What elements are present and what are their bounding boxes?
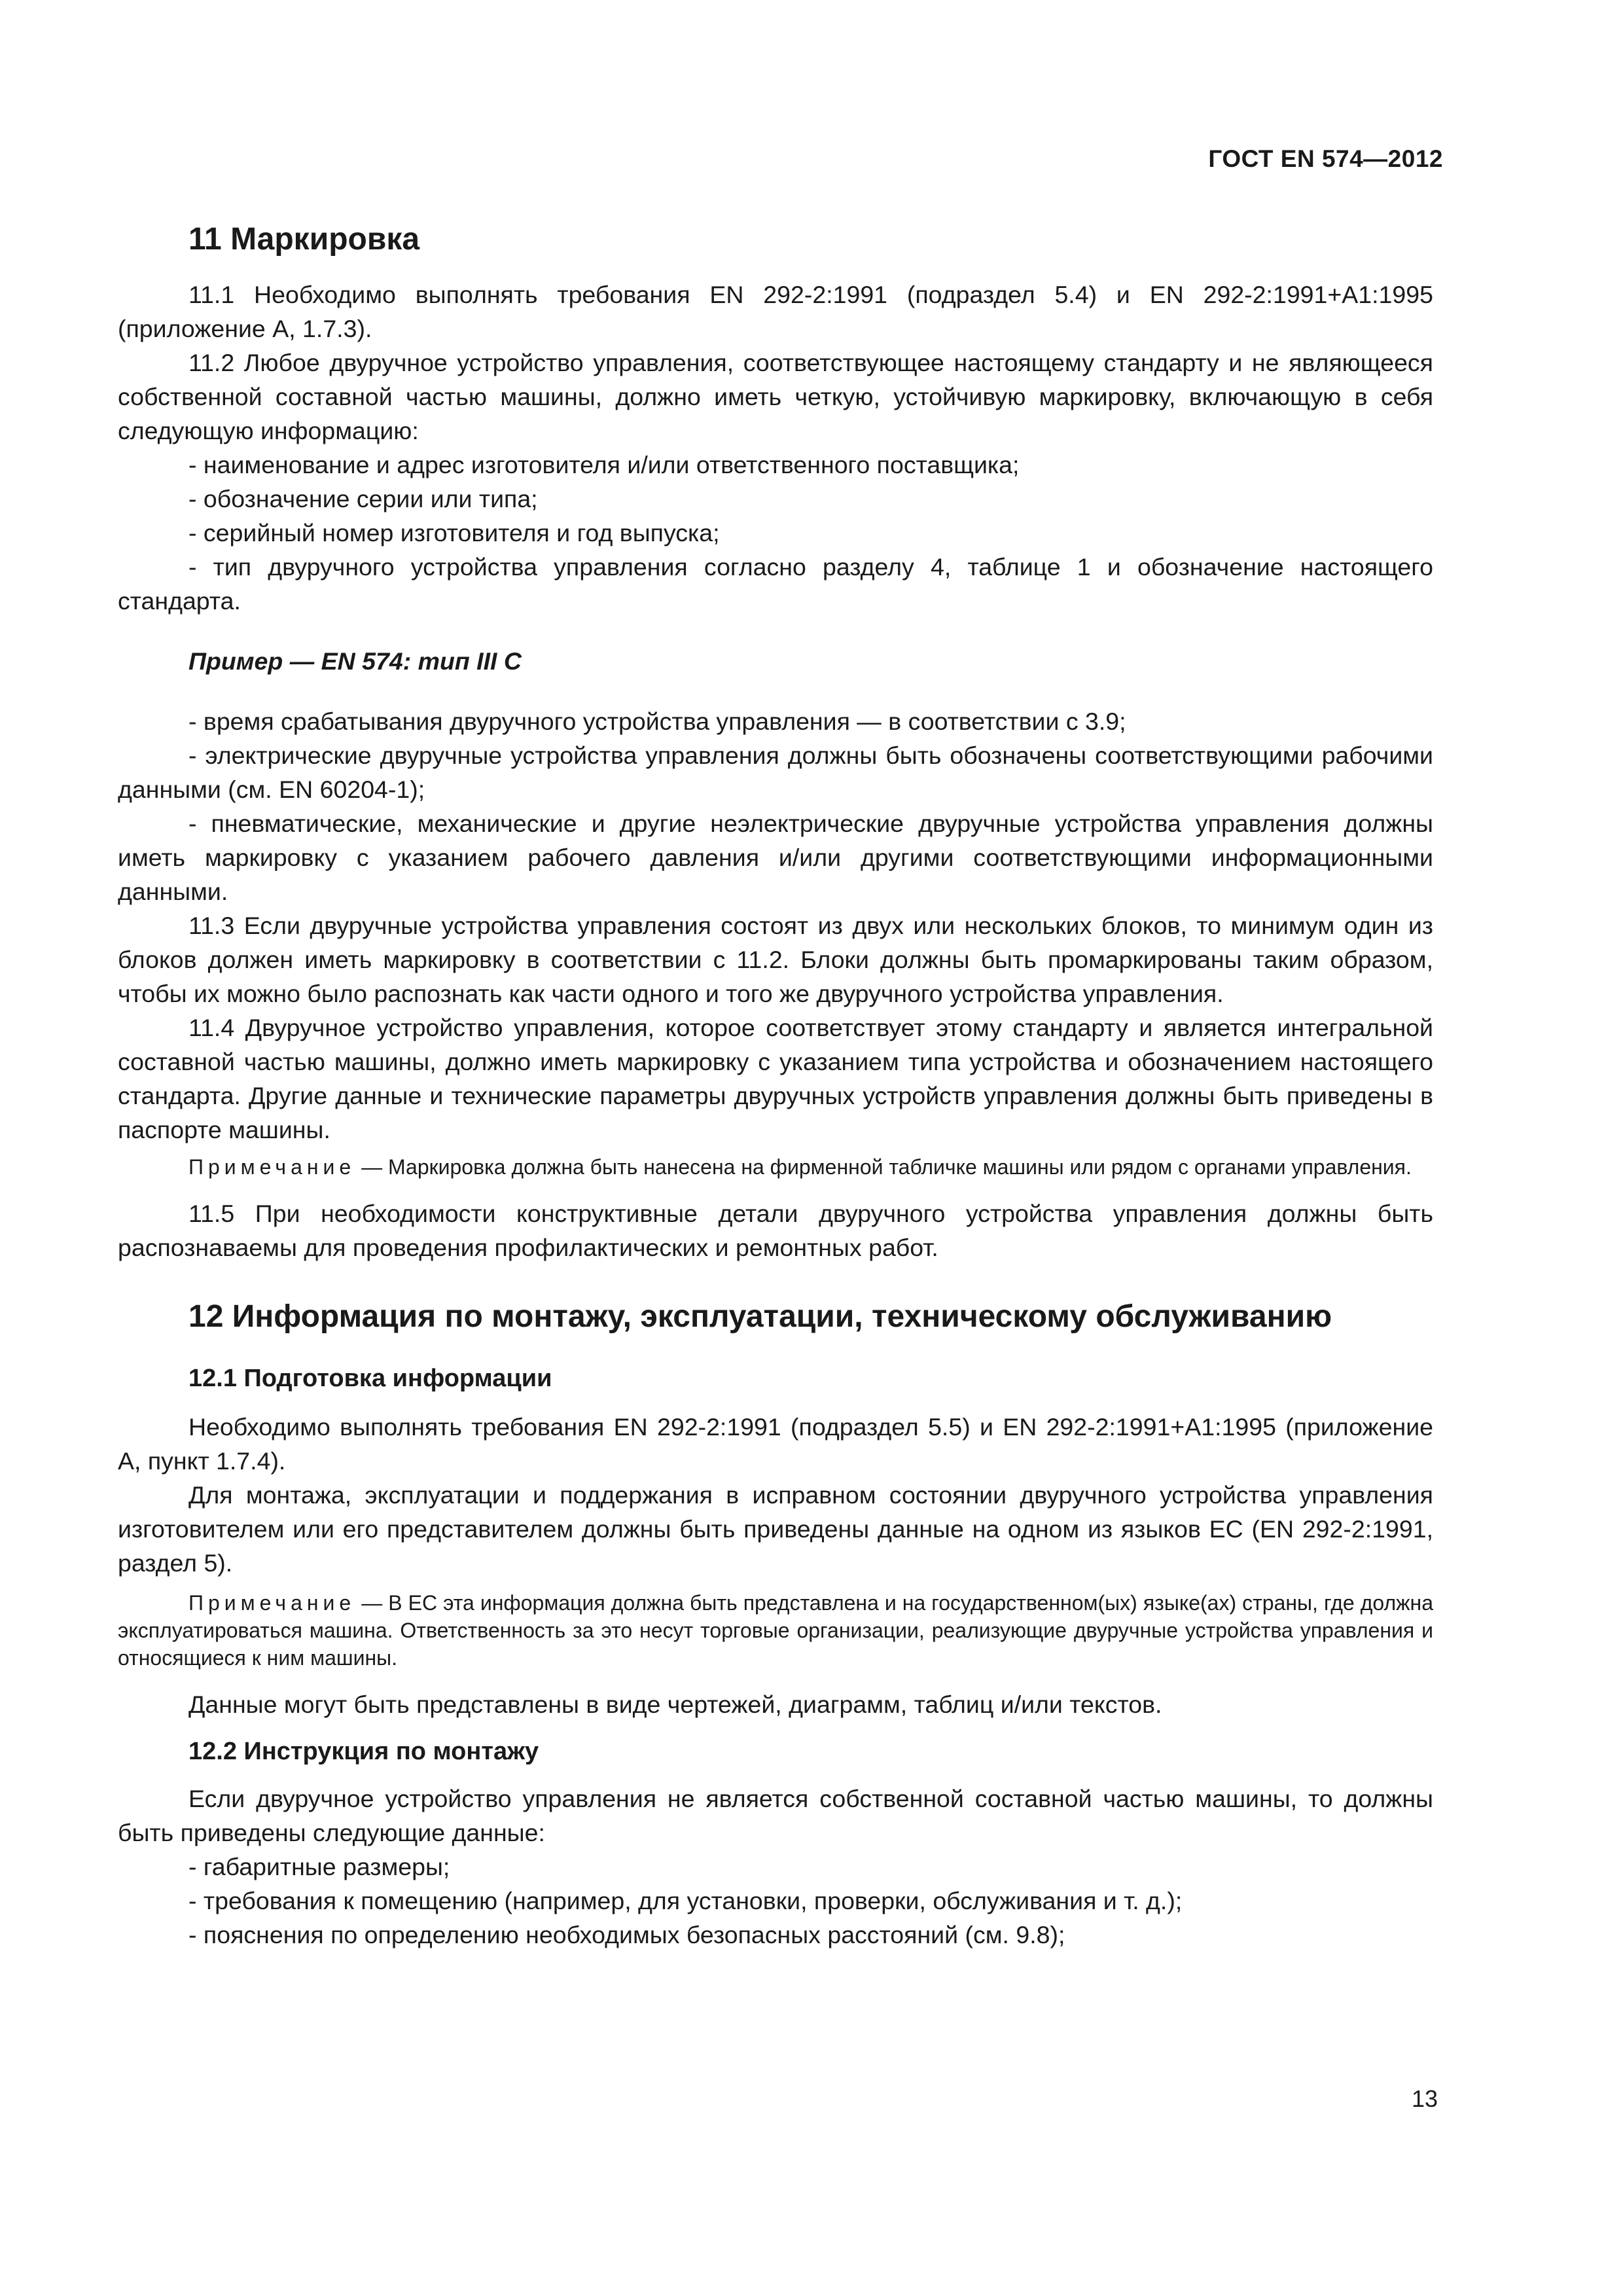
standard-code: ГОСТ EN 574—2012	[1208, 145, 1443, 172]
note-text: — В ЕС эта информация должна быть представлена и на государственном(ых) языке(ах) страны, где должна эксплуатироваться машина. Ответственность за это несут торговые организации, реализующие двуручные устройства управления и относящиеся к ним машины.	[118, 1591, 1433, 1670]
paragraph-11-1: 11.1 Необходимо выполнять требования EN 292-2:1991 (подраздел 5.4) и EN 292-2:1991+А1:1995 (приложение А, 1.7.3).	[118, 281, 1433, 342]
note-label: Примечание	[188, 1591, 356, 1615]
list-item: - время срабатывания двуручного устройства управления — в соответствии с 3.9;	[188, 708, 1126, 735]
list-item: - обозначение серии или типа;	[188, 485, 538, 512]
paragraph-11-2: 11.2 Любое двуручное устройство управления, соответствующее настоящему стандарту и не являющееся собственной составной частью машины, должно иметь четкую, устойчивую маркировку, включающую в себя следующую информацию:	[118, 349, 1433, 444]
list-item: - пояснения по определению необходимых безопасных расстояний (см. 9.8);	[188, 1921, 1065, 1948]
section-12-title: 12 Информация по монтажу, эксплуатации, техническому обслуживанию	[188, 1299, 1332, 1334]
subsection-12-2-title: 12.2 Инструкция по монтажу	[188, 1738, 539, 1765]
list-item: - пневматические, механические и другие неэлектрические двуручные устройства управления должны иметь маркировку с указанием рабочего давления и/или другими соответствующими информационными данными.	[118, 810, 1433, 905]
paragraph-11-3: 11.3 Если двуручные устройства управления состоят из двух или нескольких блоков, то минимум один из блоков должен иметь маркировку в соответствии с 11.2. Блоки должны быть промаркированы таким образом, чтобы их можно было распознать как части одного и того же двуручного устройства управления.	[118, 912, 1433, 1007]
example-line: Пример — EN 574: тип III C	[188, 647, 522, 675]
list-item: - требования к помещению (например, для установки, проверки, обслуживания и т. д.);	[188, 1887, 1183, 1914]
note-11	[118, 1153, 1433, 1181]
page-number: 13	[1411, 2085, 1438, 2112]
paragraph-11-5: 11.5 При необходимости конструктивные детали двуручного устройства управления должны быть распознаваемы для проведения профилактических и ремонтных работ.	[118, 1200, 1433, 1261]
paragraph-12-2-1: Если двуручное устройство управления не является собственной составной частью машины, то должны быть приведены следующие данные:	[118, 1785, 1433, 1846]
paragraph-11-4: 11.4 Двуручное устройство управления, которое соответствует этому стандарту и является интегральной составной частью машины, должно иметь маркировку с указанием типа устройства и обозначением настоящего стандарта. Другие данные и технические параметры двуручных устройств управления должны быть приведены в паспорте машины.	[118, 1014, 1433, 1143]
page-content	[118, 221, 1433, 1952]
subsection-12-1-title: 12.1 Подготовка информации	[188, 1365, 552, 1392]
note-text: — Маркировка должна быть нанесена на фирменной табличке машины или рядом с органами управления.	[355, 1155, 1412, 1179]
section-11-title: 11 Маркировка	[188, 222, 420, 257]
list-item: - электрические двуручные устройства управления должны быть обозначены соответствующими рабочими данными (см. EN 60204-1);	[118, 742, 1433, 803]
paragraph-12-1-3: Данные могут быть представлены в виде чертежей, диаграмм, таблиц и/или текстов.	[188, 1691, 1162, 1718]
list-item: - наименование и адрес изготовителя и/или ответственного поставщика;	[188, 451, 1020, 478]
list-item: - серийный номер изготовителя и год выпуска;	[188, 519, 720, 547]
list-item: - тип двуручного устройства управления согласно разделу 4, таблице 1 и обозначение настоящего стандарта.	[118, 553, 1433, 615]
note-12	[118, 1589, 1433, 1672]
paragraph-12-1-2: Для монтажа, эксплуатации и поддержания в исправном состоянии двуручного устройства управления изготовителем или его представителем должны быть приведены данные на одном из языков ЕС (EN 292-2:1991, раздел 5).	[118, 1481, 1433, 1577]
paragraph-12-1-1: Необходимо выполнять требования EN 292-2:1991 (подраздел 5.5) и EN 292-2:1991+А1:1995 (приложение А, пункт 1.7.4).	[118, 1413, 1433, 1475]
note-label: Примечание	[188, 1155, 356, 1179]
list-item: - габаритные размеры;	[188, 1853, 450, 1880]
